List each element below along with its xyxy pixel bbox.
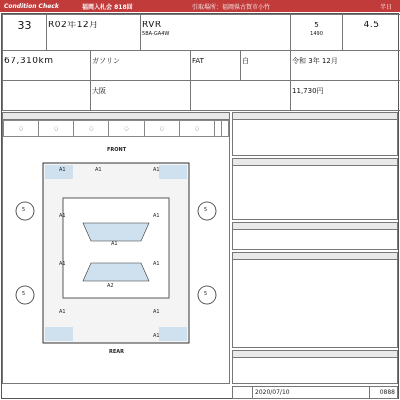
front-label: FRONT: [107, 147, 127, 153]
notes-section-4: [232, 252, 398, 348]
damage-mark: A1: [153, 261, 160, 267]
lot-number: 33: [17, 21, 32, 30]
tire-depth: 5: [204, 207, 208, 213]
rear-window: [83, 263, 149, 281]
pickup-location: 引取場所：福岡県古賀市小竹: [192, 3, 271, 11]
rear-right-panel: [159, 327, 187, 341]
price-cell: [291, 81, 400, 111]
price-value: 11,730円: [292, 87, 324, 95]
misc-cell-1: [3, 81, 91, 111]
inspection-date: 令和 3年 12月: [292, 57, 338, 65]
damage-mark: A1: [59, 309, 66, 315]
damage-mark: A1: [59, 167, 66, 173]
misc-cell-2: [191, 81, 291, 111]
inspection-date-footer: 2020/07/10: [253, 387, 370, 399]
model-year: R02年12月: [48, 21, 99, 30]
model-name: RVR: [142, 21, 162, 30]
mileage-value: 67,310km: [4, 57, 54, 66]
grade-cell: [343, 15, 400, 51]
footer-table: [232, 386, 398, 399]
sheet-title: Condition Check: [4, 2, 59, 10]
shift-cell: [191, 51, 241, 81]
windshield: [83, 223, 149, 241]
damage-mark: A1: [95, 167, 102, 173]
area-cell: [91, 81, 191, 111]
inspector-code: 0888: [370, 387, 398, 399]
model-code: 5BA-GA4W: [142, 31, 170, 37]
front-right-panel: [159, 165, 187, 179]
fuel-type: ガソリン: [92, 57, 120, 65]
equipment-row: 〇 〇 〇 〇 〇 〇: [3, 120, 229, 137]
damage-mark: A1: [111, 241, 118, 247]
body-diagram-section: [2, 112, 230, 384]
rear-left-panel: [45, 327, 73, 341]
area-value: 大阪: [92, 87, 106, 95]
damage-mark: A1: [59, 213, 66, 219]
damage-mark: A1: [153, 309, 160, 315]
tire-depth: 5: [204, 291, 208, 297]
inspection-sheet: [1, 13, 399, 399]
shift-type: FAT: [192, 57, 204, 65]
body-color: 白: [242, 57, 250, 65]
fuel-cell: [91, 51, 191, 81]
notes-section-1: [232, 112, 398, 156]
rear-label: REAR: [109, 349, 124, 355]
damage-mark: A1: [153, 333, 160, 339]
damage-mark-red: A2: [107, 283, 114, 289]
notes-section-5: [232, 350, 398, 384]
model-cell: [141, 15, 291, 51]
damage-mark: A1: [59, 261, 66, 267]
lot-number-cell: [3, 15, 47, 51]
damage-mark: A1: [153, 167, 160, 173]
damage-mark: A1: [153, 213, 160, 219]
displacement: 1490: [310, 31, 323, 37]
mileage-cell: [3, 51, 91, 81]
inspection-cell: [291, 51, 400, 81]
year-cell: [47, 15, 141, 51]
seats-cell: [291, 15, 343, 51]
venue-label: 福岡入札会 818回: [82, 3, 133, 11]
notes-section-2: [232, 158, 398, 220]
grade-value: 4.5: [363, 21, 380, 30]
color-cell: [241, 51, 291, 81]
tire-depth: 5: [22, 291, 26, 297]
tire-depth: 5: [22, 207, 26, 213]
seat-count: 5: [314, 21, 319, 29]
vehicle-info-table: [2, 14, 400, 111]
notes-section-3: [232, 222, 398, 250]
header-bar: [0, 0, 400, 12]
header-right-label: 半日: [379, 3, 392, 11]
car-body-diagram: [3, 143, 229, 363]
